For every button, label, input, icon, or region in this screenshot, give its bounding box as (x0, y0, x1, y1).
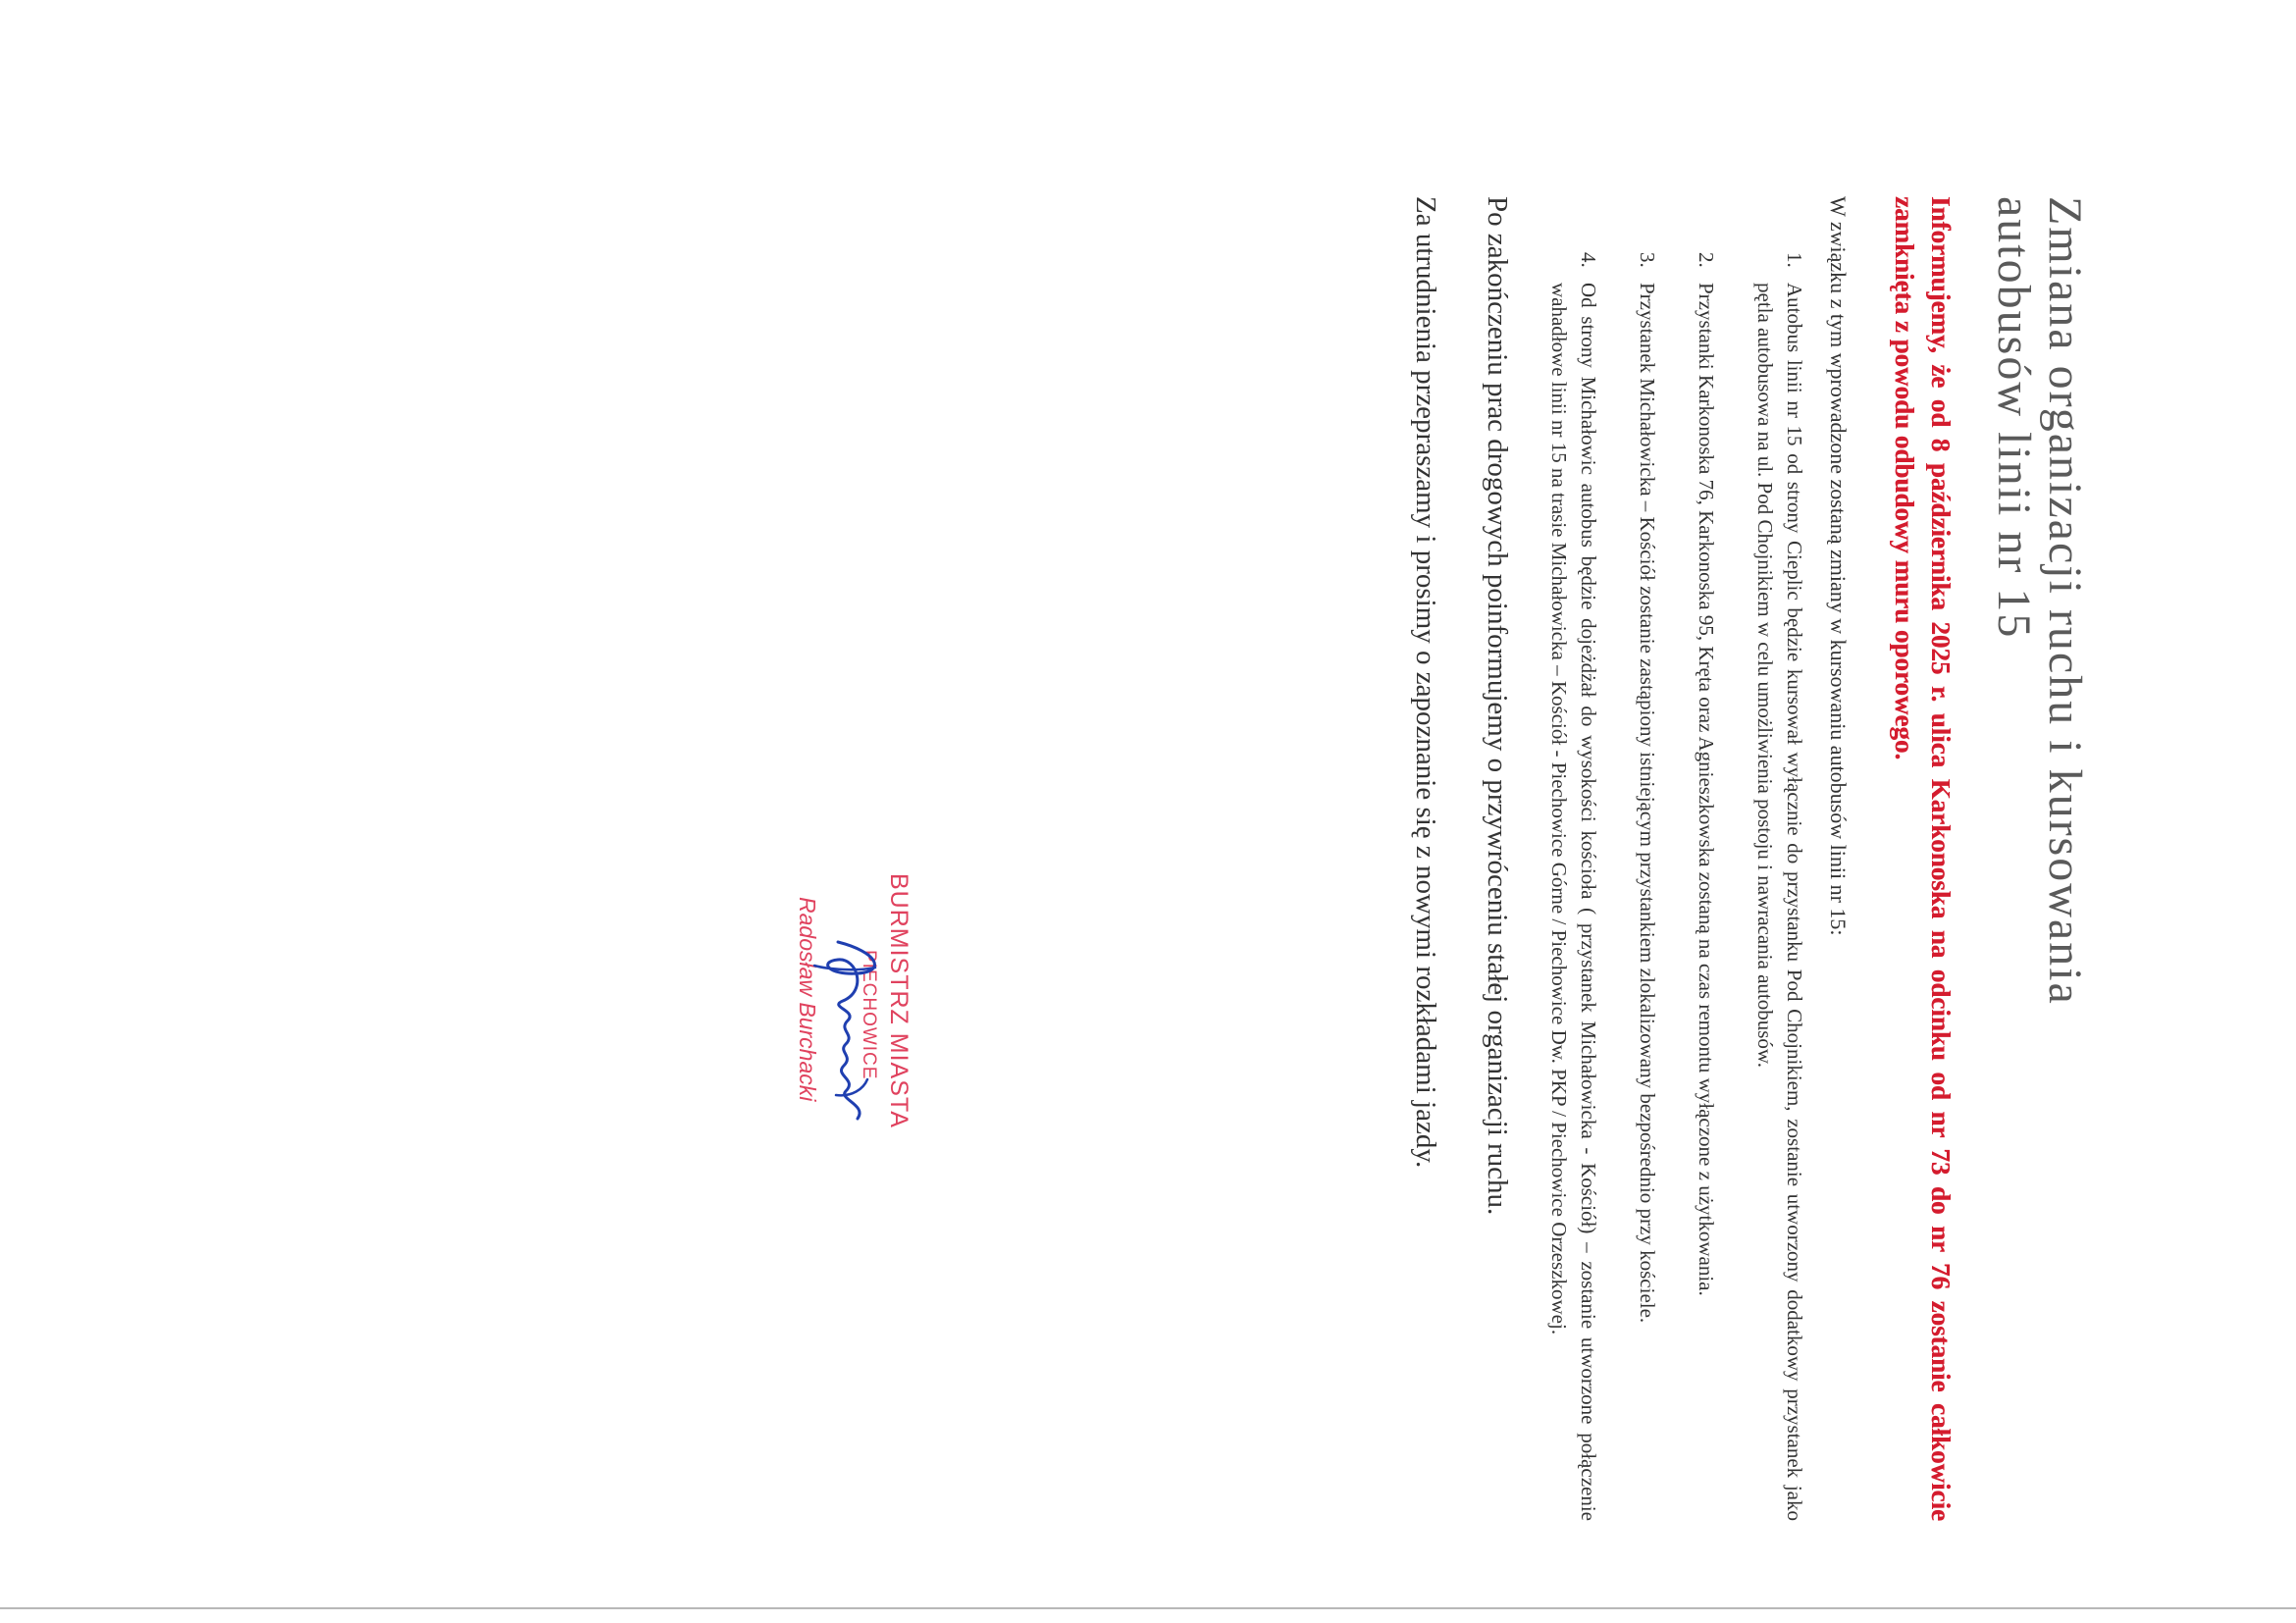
closing-paragraph: Po zakończeniu prac drogowych poinformujemy o przywróceniu stałej organizacji ruchu. (1482, 196, 1513, 1216)
document-body (1407, 196, 2090, 1521)
rotated-document (657, 88, 2090, 1521)
mayor-stamp (775, 873, 913, 1285)
scan-edge-line (0, 1607, 2296, 1609)
apology-paragraph: Za utrudnienia przepraszamy i prosimy o zapoznanie się z nowymi rozkładami jazdy. (1410, 196, 1441, 1169)
stamp-title: BURMISTRZ MIASTA (885, 873, 913, 1128)
changes-list (1544, 196, 1809, 1521)
closure-notice: Informujemy, że od 8 października 2025 r. ulica Karkonoska na odcinku od nr 73 do nr 76 zostanie całkowicie zamknięta z powodu odbudowy muru oporowego. (1890, 196, 1956, 1521)
stamp-name: Radosław Burchacki (795, 897, 820, 1102)
title-line-2: autobusów linii nr 15 (1988, 196, 2040, 640)
title-line-1: Zmiana organizacji ruchu i kursowania (2039, 196, 2091, 1006)
document-title (1988, 196, 2090, 1521)
changes-intro: W związku z tym wprowadzone zostaną zmiany w kursowaniu autobusów linii nr 15: (1826, 196, 1851, 936)
stamp-city: PIECHOWICE (859, 950, 879, 1080)
change-item-3: 3. Przystanek Michałowicka – Kościół zostanie zastąpiony istniejącym przystankiem zlokalizowany bezpośrednio przy kościele. (1633, 273, 1662, 1521)
change-item-4: 4. Od strony Michałowic autobus będzie dojeżdżał do wysokości kościoła ( przystanek Michałowicka - Kościół) – zostanie utworzone połączenie wahadłowe linii nr 15 na trasie Michałowicka – Kościół - Piechowice Górne / Piechowice Dw. PKP / Piechowice Orzeszkowej. (1544, 273, 1603, 1521)
change-item-1: 1. Autobus linii nr 15 od strony Cieplic będzie kursował wyłącznie do przystanku Pod Chojnikiem, zostanie utworzony dodatkowy przystanek jako pętla autobusowa na ul. Pod Chojnikiem w celu umożliwienia postoju i nawracania autobusów. (1750, 273, 1809, 1521)
handwritten-signature (809, 932, 897, 1148)
change-item-2: 2. Przystanki Karkonoska 76, Karkonoska 95, Kręta oraz Agnieszkowska zostaną na czas remontu wyłączone z użytkowania. (1692, 273, 1721, 1521)
